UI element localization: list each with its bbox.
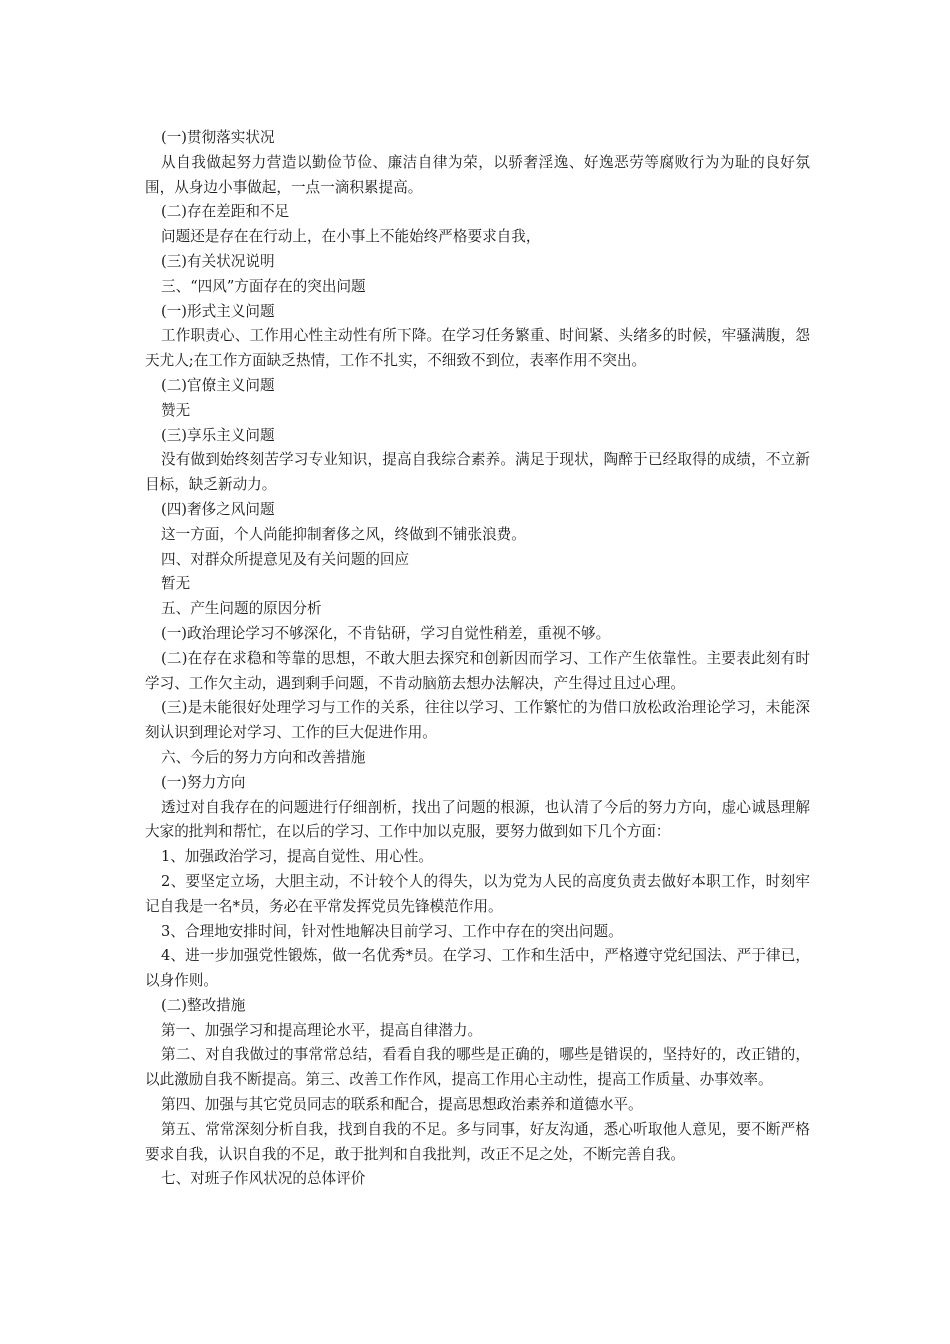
paragraph: (二)整改措施 — [161, 996, 246, 1014]
paragraph: 第五、常常深刻分析自我，找到自我的不足。多与同事，好友沟通，悉心听取他人意见，要不断严格要求自我，认识自我的不足，敢于批判和自我批判，改正不足之处，不断完善自我。 — [145, 1120, 810, 1163]
paragraph: 问题还是存在在行动上，在小事上不能始终严格要求自我， — [161, 228, 541, 246]
paragraph: (二)存在差距和不足 — [161, 203, 290, 221]
paragraph: 这一方面，个人尚能抑制奢侈之风，终做到不铺张浪费。 — [161, 525, 526, 543]
paragraph: (一)政治理论学习不够深化，不肯钻研，学习自觉性稍差，重视不够。 — [161, 624, 611, 642]
paragraph: 暂无 — [161, 575, 191, 593]
paragraph: (一)形式主义问题 — [161, 302, 275, 320]
paragraph: (四)奢侈之风问题 — [161, 500, 275, 518]
paragraph: 三、“四风”方面存在的突出问题 — [161, 277, 366, 295]
paragraph: 五、产生问题的原因分析 — [161, 600, 322, 618]
paragraph: 第一、加强学习和提高理论水平，提高自律潜力。 — [161, 1021, 483, 1039]
paragraph: (三)有关状况说明 — [161, 252, 275, 270]
paragraph: 四、对群众所提意见及有关问题的回应 — [161, 550, 410, 568]
paragraph: 没有做到始终刻苦学习专业知识，提高自我综合素养。满足于现状，陶醉于已经取得的成绩，不立新目标，缺乏新动力。 — [145, 451, 810, 494]
paragraph: 从自我做起努力营造以勤俭节俭、廉洁自律为荣，以骄奢淫逸、好逸恶劳等腐败行为为耻的良好氛围，从身边小事做起，一点一滴积累提高。 — [145, 153, 810, 196]
paragraph: (三)享乐主义问题 — [161, 426, 275, 444]
paragraph: (二)在存在求稳和等靠的思想，不敢大胆去探究和创新因而学习、工作产生依靠性。主要表此刻有时学习、工作欠主动，遇到剩手问题，不肯动脑筋去想办法解决，产生得过且过心理。 — [145, 649, 810, 692]
paragraph: 3、合理地安排时间，针对性地解决目前学习、工作中存在的突出问题。 — [161, 922, 623, 940]
paragraph: 4、进一步加强党性锻炼，做一名优秀*员。在学习、工作和生活中，严格遵守党纪国法、严于律已，以身作则。 — [145, 947, 810, 990]
paragraph: (一)努力方向 — [161, 773, 246, 791]
paragraph: 2、要坚定立场，大胆主动，不计较个人的得失，以为党为人民的高度负责去做好本职工作，时刻牢记自我是一名*员，务必在平常发挥党员先锋模范作用。 — [145, 872, 810, 915]
document-body — [145, 126, 810, 1192]
paragraph: (一)贯彻落实状况 — [161, 129, 275, 146]
paragraph: 工作职责心、工作用心性主动性有所下降。在学习任务繁重、时间紧、头绪多的时候，牢骚满腹，怨天尤人;在工作方面缺乏热情，工作不扎实，不细致不到位，表率作用不突出。 — [145, 327, 810, 370]
paragraph: 六、今后的努力方向和改善措施 — [161, 748, 366, 766]
paragraph: 第四、加强与其它党员同志的联系和配合，提高思想政治素养和道德水平。 — [161, 1096, 643, 1114]
paragraph: 七、对班子作风状况的总体评价 — [161, 1170, 366, 1188]
paragraph: 第二、对自我做过的事常常总结，看看自我的哪些是正确的，哪些是错误的，坚持好的，改正错的，以此激励自我不断提高。第三、改善工作作风，提高工作用心主动性，提高工作质量、办事效率。 — [145, 1046, 810, 1089]
paragraph: (三)是未能很好处理学习与工作的关系，往往以学习、工作繁忙的为借口放松政治理论学习，未能深刻认识到理论对学习、工作的巨大促进作用。 — [145, 699, 810, 742]
paragraph: 1、加强政治学习，提高自觉性、用心性。 — [161, 848, 433, 866]
paragraph: 透过对自我存在的问题进行仔细剖析，找出了问题的根源，也认清了今后的努力方向，虚心诚恳理解大家的批判和帮忙，在以后的学习、工作中加以克服，要努力做到如下几个方面： — [145, 798, 810, 841]
paragraph: (二)官僚主义问题 — [161, 376, 275, 394]
paragraph: 赞无 — [161, 401, 191, 419]
